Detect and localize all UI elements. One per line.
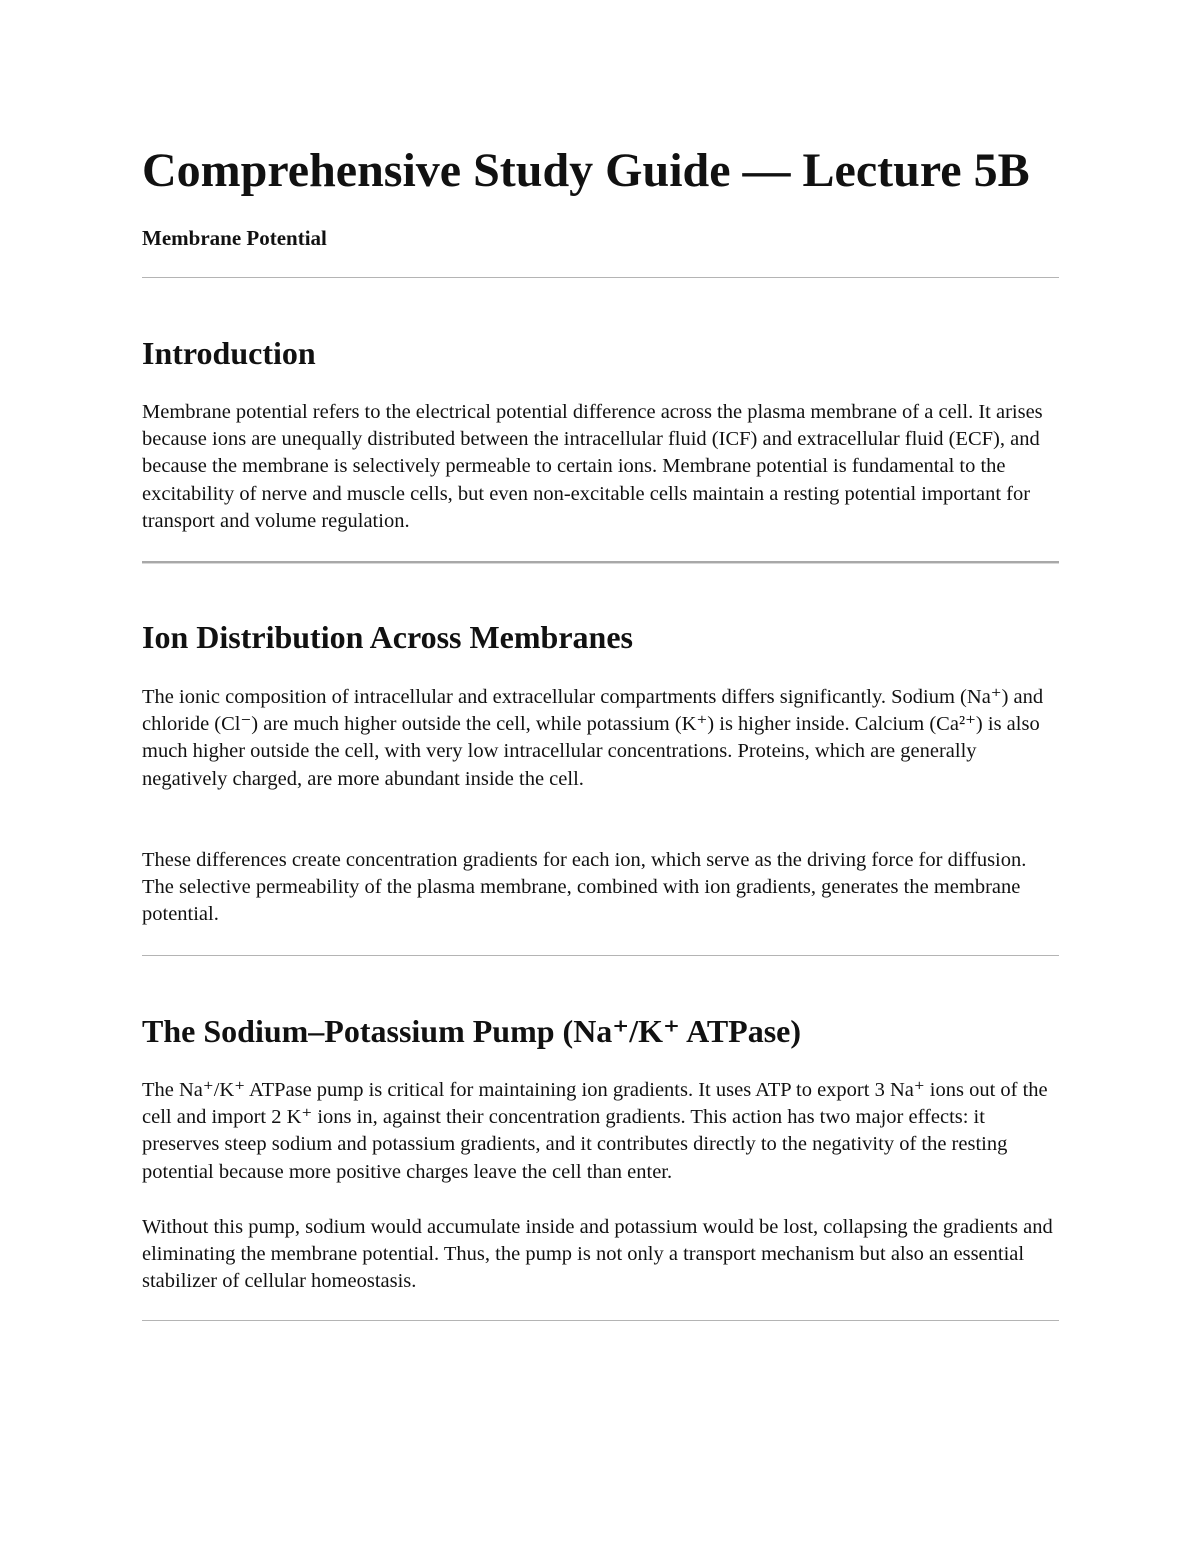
ion-distribution-paragraph-2: These differences create concentration gradients for each ion, which serve as the driving force for diffusion. The selective permeability of the plasma membrane, combined with ion gradients, generates the membrane potential. bbox=[142, 849, 1027, 926]
ion-distribution-paragraph-1: The ionic composition of intracellular and extracellular compartments differs significantly. Sodium (Na⁺) and chloride (Cl⁻) are much higher outside the cell, while potassium (K⁺) is higher inside. Calcium (Ca²⁺) is also much higher outside the cell, with very low intracellular concentrations. Proteins, which are generally negatively charged, are more abundant inside the cell. bbox=[142, 686, 1044, 790]
document-subtitle: Membrane Potential bbox=[142, 226, 327, 250]
section-heading-sodium-potassium-pump: The Sodium–Potassium Pump (Na⁺/K⁺ ATPase) bbox=[142, 1013, 802, 1049]
title-divider bbox=[142, 277, 1059, 278]
document-title: Comprehensive Study Guide — Lecture 5B bbox=[142, 144, 1030, 197]
sodium-potassium-pump-paragraph-2: Without this pump, sodium would accumulate inside and potassium would be lost, collapsing the gradients and eliminating the membrane potential. Thus, the pump is not only a transport mechanism but also an essential stabilizer of cellular homeostasis. bbox=[142, 1216, 1053, 1293]
section-heading-ion-distribution: Ion Distribution Across Membranes bbox=[142, 619, 633, 655]
section-heading-introduction: Introduction bbox=[142, 335, 316, 371]
section-divider-sodium-potassium-pump bbox=[142, 1320, 1059, 1321]
section-divider-ion-distribution bbox=[142, 955, 1059, 956]
introduction-paragraph-1: Membrane potential refers to the electrical potential difference across the plasma membrane of a cell. It arises because ions are unequally distributed between the intracellular fluid (ICF) and extracellular fluid (ECF), and because the membrane is selectively permeable to certain ions. Membrane potential is fundamental to the excitability of nerve and muscle cells, but even non-excitable cells maintain a resting potential important for transport and volume regulation. bbox=[142, 401, 1043, 532]
sodium-potassium-pump-paragraph-1: The Na⁺/K⁺ ATPase pump is critical for maintaining ion gradients. It uses ATP to export 3 Na⁺ ions out of the cell and import 2 K⁺ ions in, against their concentration gradients. This action has two major effects: it preserves steep sodium and potassium gradients, and it contributes directly to the negativity of the resting potential because more positive charges leave the cell than enter. bbox=[142, 1079, 1048, 1183]
section-divider-introduction bbox=[142, 561, 1059, 564]
